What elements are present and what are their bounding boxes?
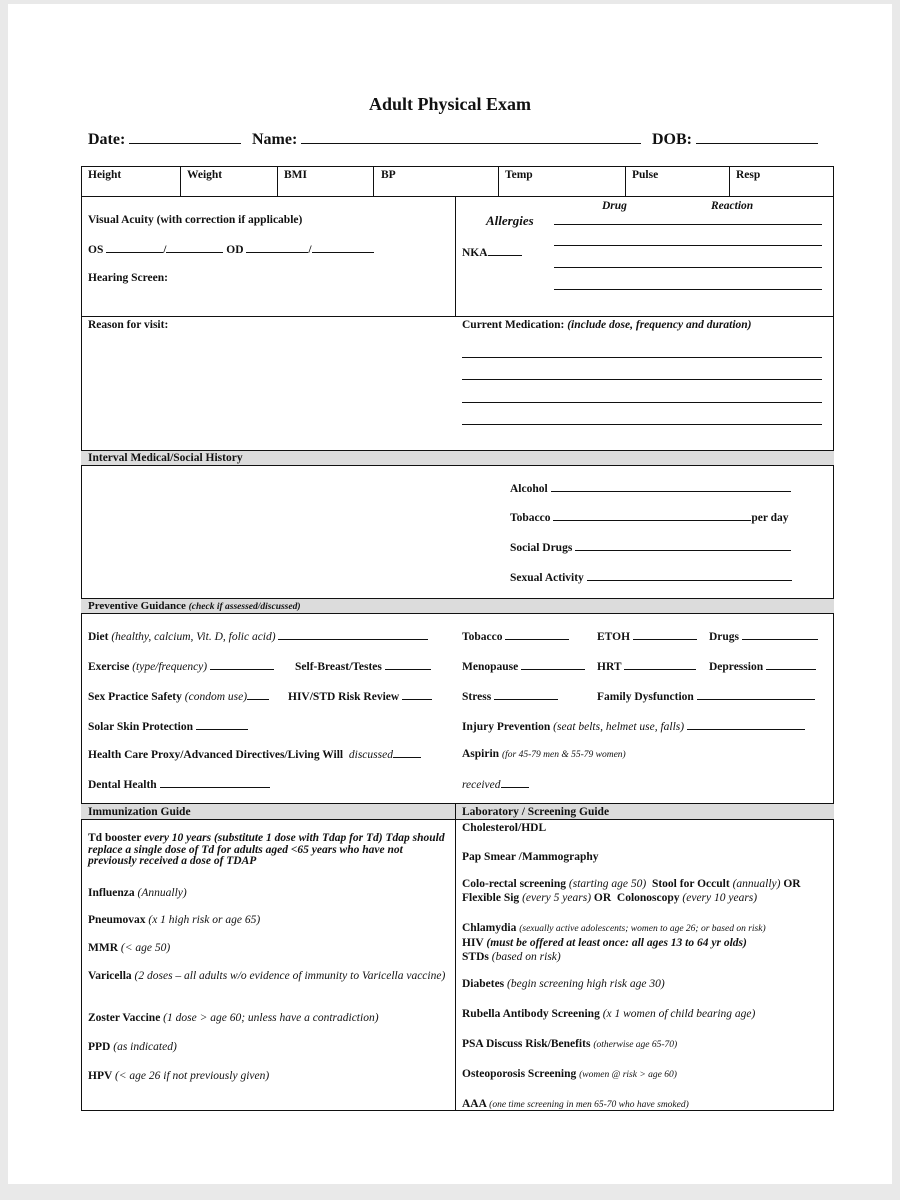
- medication-line[interactable]: [462, 402, 822, 403]
- ppd: [88, 1040, 177, 1054]
- preventive-guidance-title: [88, 599, 301, 614]
- colonoscopy-label: Colonoscopy: [616, 892, 680, 904]
- family-label: Family Dysfunction: [597, 691, 694, 703]
- visual-acuity-fields[interactable]: [88, 242, 374, 257]
- hrt-label: HRT: [597, 661, 622, 673]
- menopause-label: Menopause: [462, 661, 519, 673]
- depression-field[interactable]: [709, 659, 816, 674]
- dental-field[interactable]: [88, 777, 270, 792]
- zoster: [88, 1011, 379, 1025]
- current-medication-label: [462, 318, 752, 332]
- name-field[interactable]: [252, 131, 641, 149]
- colo-label: Colo-rectal screening: [462, 878, 567, 890]
- influenza-label: Influenza: [88, 887, 135, 899]
- tobacco-field[interactable]: [510, 510, 789, 525]
- proxy-field[interactable]: [88, 747, 421, 762]
- hpv: [88, 1069, 269, 1083]
- stool-note: (annually): [732, 878, 781, 890]
- psa-label: PSA Discuss Risk/Benefits: [462, 1038, 591, 1050]
- aspirin-text: Aspirin: [462, 748, 500, 760]
- chlamydia-label: Chlamydia: [462, 922, 517, 934]
- medication-note: (include dose, frequency and duration): [567, 319, 752, 331]
- chlamydia: [462, 921, 766, 936]
- aaa: [462, 1097, 689, 1112]
- guide-headers: [81, 803, 834, 820]
- dob-field[interactable]: [652, 131, 818, 149]
- allergy-line[interactable]: [554, 289, 822, 290]
- pap-smear: Pap Smear /Mammography: [462, 851, 599, 863]
- flex-note: (every 5 years): [522, 892, 592, 904]
- diet-field[interactable]: [88, 629, 428, 644]
- influenza: [88, 886, 187, 900]
- psa-note: (otherwise age 65-70): [593, 1040, 678, 1050]
- rubella-label: Rubella Antibody Screening: [462, 1008, 600, 1020]
- ppd-note: (as indicated): [113, 1041, 177, 1053]
- or-label: OR: [593, 892, 612, 904]
- medication-line[interactable]: [462, 379, 822, 380]
- preventive-label: Preventive Guidance: [88, 600, 186, 612]
- stool-label: Stool for Occult: [651, 878, 730, 890]
- allergy-line[interactable]: [554, 224, 822, 225]
- or-label: OR: [783, 878, 801, 890]
- allergy-line[interactable]: [554, 267, 822, 268]
- solar-label: Solar Skin Protection: [88, 721, 193, 733]
- reaction-label: Reaction: [711, 200, 754, 212]
- page-title: Adult Physical Exam: [368, 94, 532, 114]
- tobacco-label: Tobacco: [462, 631, 503, 643]
- aaa-label: AAA: [462, 1098, 487, 1110]
- date-field[interactable]: [88, 131, 241, 149]
- vitals-bmi[interactable]: BMI: [284, 169, 307, 181]
- received-label: received: [462, 779, 501, 791]
- pneumovax: [88, 913, 260, 927]
- pneumovax-label: Pneumovax: [88, 914, 146, 926]
- varicella: [88, 968, 448, 984]
- rubella: [462, 1007, 755, 1021]
- hiv-label: HIV: [462, 937, 484, 949]
- vitals-temp[interactable]: Temp: [505, 169, 533, 181]
- medication-line[interactable]: [462, 424, 822, 425]
- lab-guide-title: Laboratory / Screening Guide: [462, 806, 610, 818]
- ppd-label: PPD: [88, 1041, 111, 1053]
- sex-label: Sex Practice Safety: [88, 691, 182, 703]
- td-label: Td booster: [88, 832, 142, 844]
- alcohol-field[interactable]: [510, 481, 791, 496]
- stress-field[interactable]: [462, 689, 558, 704]
- diet-note: (healthy, calcium, Vit. D, folic acid): [111, 631, 276, 643]
- hiv-risk-field[interactable]: [288, 689, 432, 704]
- hearing-screen-label[interactable]: Hearing Screen:: [88, 272, 168, 284]
- td-booster: [88, 833, 448, 868]
- hiv-note: (must be offered at least once: all ages 13 to 64 yr olds): [486, 937, 747, 949]
- stds-note: (based on risk): [491, 951, 561, 963]
- injury-note: (seat belts, helmet use, falls): [553, 721, 685, 733]
- exercise-field[interactable]: [88, 659, 274, 674]
- tobacco-guidance-field[interactable]: [462, 629, 569, 644]
- stds: [462, 950, 561, 964]
- aspirin-received-field[interactable]: [462, 777, 529, 792]
- alcohol-label: Alcohol: [510, 483, 548, 495]
- drugs-label: Drugs: [709, 631, 740, 643]
- vitals-weight[interactable]: Weight: [187, 169, 223, 181]
- osteoporosis: [462, 1067, 677, 1082]
- drug-label: Drug: [602, 200, 627, 212]
- cholesterol: Cholesterol/HDL: [462, 822, 547, 834]
- hiv-screen: [462, 936, 747, 950]
- slash: /: [308, 244, 312, 256]
- hpv-note: (< age 26 if not previously given): [114, 1070, 270, 1082]
- name-label: Name:: [252, 131, 298, 148]
- per-day-label: per day: [751, 512, 789, 524]
- family-dysfunction-field[interactable]: [597, 689, 815, 704]
- medication-line[interactable]: [462, 357, 822, 358]
- mmr: [88, 941, 170, 955]
- medication-label: Current Medication:: [462, 319, 565, 331]
- hpv-label: HPV: [88, 1070, 113, 1082]
- diabetes-note: (begin screening high risk age 30): [507, 978, 665, 990]
- aspirin-label: [462, 747, 626, 762]
- sexual-activity-field[interactable]: [510, 570, 792, 585]
- flex-label: Flexible Sig: [462, 892, 520, 904]
- aaa-note: (one time screening in men 65-70 who have smoked): [489, 1100, 689, 1110]
- interval-history-title: Interval Medical/Social History: [88, 452, 243, 464]
- exercise-label: Exercise: [88, 661, 130, 673]
- nka-label: NKA: [462, 247, 488, 259]
- etoh-field[interactable]: [597, 629, 697, 644]
- self-breast-field[interactable]: [295, 659, 431, 674]
- sex-practice-field[interactable]: [88, 689, 269, 704]
- vitals-pulse[interactable]: Pulse: [632, 169, 659, 181]
- menopause-field[interactable]: [462, 659, 585, 674]
- mmr-note: (< age 50): [120, 942, 171, 954]
- exercise-note: (type/frequency): [132, 661, 208, 673]
- sexual-activity-label: Sexual Activity: [510, 572, 584, 584]
- diabetes-label: Diabetes: [462, 978, 505, 990]
- reason-for-visit-label: Reason for visit:: [88, 319, 169, 331]
- td-note: every 10 years (substitute 1 dose with Tdap for Td) Tdap should replace a single dose of Td for adults aged <65 years who have not previously received a dose of TDAP: [88, 832, 445, 867]
- zoster-label: Zoster Vaccine: [88, 1012, 161, 1024]
- injury-label: Injury Prevention: [462, 721, 551, 733]
- solar-field[interactable]: [88, 719, 248, 734]
- allergies-label: Allergies: [486, 213, 534, 228]
- discussed-label: discussed: [348, 749, 393, 761]
- vitals-height[interactable]: Height: [88, 169, 122, 181]
- tobacco-label: Tobacco: [510, 512, 551, 524]
- drugs-field[interactable]: [709, 629, 818, 644]
- sex-note: (condom use): [184, 691, 248, 703]
- colonoscopy-note: (every 10 years): [682, 892, 758, 904]
- vitals-bp[interactable]: BP: [381, 169, 396, 181]
- colorectal: [462, 877, 801, 891]
- self-breast-label: Self-Breast/Testes: [295, 661, 382, 673]
- etoh-label: ETOH: [597, 631, 631, 643]
- varicella-note: (2 doses – all adults w/o evidence of immunity to Varicella vaccine): [134, 970, 446, 982]
- social-drugs-label: Social Drugs: [510, 542, 573, 554]
- injury-field[interactable]: [462, 719, 805, 734]
- allergy-line[interactable]: [554, 245, 822, 246]
- dob-label: DOB:: [652, 131, 692, 148]
- social-drugs-field[interactable]: [510, 540, 791, 555]
- slash: /: [163, 244, 167, 256]
- pneumovax-note: (x 1 high risk or age 65): [148, 914, 261, 926]
- psa: [462, 1037, 677, 1052]
- varicella-label: Varicella: [88, 970, 132, 982]
- hrt-field[interactable]: [597, 659, 696, 674]
- rubella-note: (x 1 women of child bearing age): [602, 1008, 756, 1020]
- aspirin-note: (for 45-79 men & 55-79 women): [501, 750, 626, 760]
- zoster-note: (1 dose > age 60; unless have a contradiction): [163, 1012, 379, 1024]
- depression-label: Depression: [709, 661, 764, 673]
- diabetes: [462, 977, 665, 991]
- influenza-note: (Annually): [137, 887, 187, 899]
- os-label: OS: [88, 244, 104, 256]
- flexible-sig: [462, 891, 757, 905]
- mmr-label: MMR: [88, 942, 119, 954]
- osteo-label: Osteoporosis Screening: [462, 1068, 577, 1080]
- date-label: Date:: [88, 131, 126, 148]
- osteo-note: (women @ risk > age 60): [579, 1070, 677, 1080]
- chlamydia-note: (sexually active adolescents; women to age 26; or based on risk): [519, 924, 766, 934]
- colo-note: (starting age 50): [568, 878, 647, 890]
- diet-label: Diet: [88, 631, 109, 643]
- preventive-note: (check if assessed/discussed): [188, 602, 301, 612]
- vitals-resp[interactable]: Resp: [736, 169, 761, 181]
- stress-label: Stress: [462, 691, 492, 703]
- proxy-label: Health Care Proxy/Advanced Directives/Living Will: [88, 749, 344, 761]
- nka-field[interactable]: [462, 245, 522, 260]
- od-label: OD: [226, 244, 244, 256]
- stds-label: STDs: [462, 951, 489, 963]
- visual-acuity-label: Visual Acuity (with correction if applicable): [88, 214, 303, 226]
- dental-label: Dental Health: [88, 779, 157, 791]
- hiv-label: HIV/STD Risk Review: [288, 691, 400, 703]
- immunization-guide-title: Immunization Guide: [88, 806, 191, 818]
